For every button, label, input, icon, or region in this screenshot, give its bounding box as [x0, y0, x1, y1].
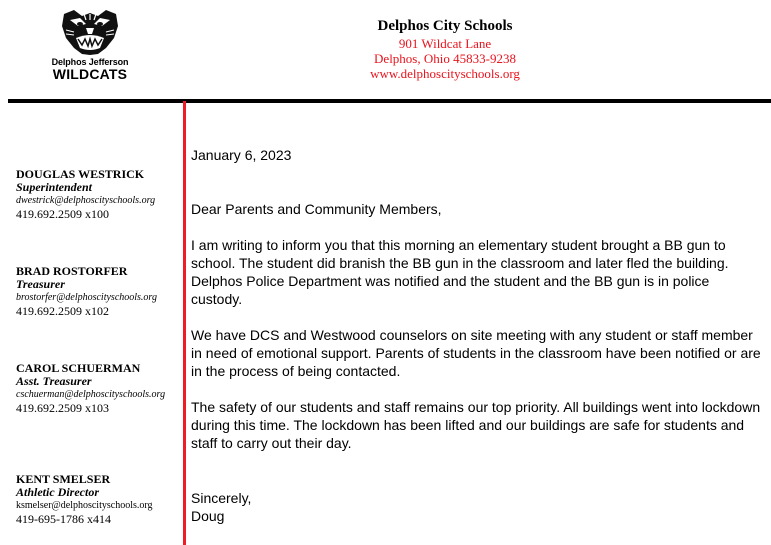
city-state-zip: Delphos, Ohio 45833-9238 — [374, 51, 516, 66]
staff-entry-treasurer — [16, 264, 181, 319]
staff-email[interactable]: ksmelser@delphoscityschools.org — [16, 500, 153, 511]
sidebar-divider — [183, 101, 186, 545]
staff-name: KENT SMELSER — [16, 472, 111, 486]
staff-email[interactable]: cschuerman@delphoscityschools.org — [16, 389, 166, 400]
staff-email[interactable]: brostorfer@delphoscityschools.org — [16, 292, 157, 303]
letterhead — [330, 16, 560, 81]
letter-date: January 6, 2023 — [191, 147, 292, 163]
staff-title: Superintendent — [16, 180, 93, 194]
staff-phone: 419.692.2509 x103 — [16, 401, 109, 415]
staff-title: Athletic Director — [16, 485, 99, 499]
letter-paragraph-3: The safety of our students and staff remains our top priority. All buildings went into lockdown during this time. The lockdown has been lifted and our buildings are safe for students and staff to carry out their day. — [191, 399, 761, 451]
staff-entry-asst-treasurer — [16, 361, 181, 416]
staff-title: Asst. Treasurer — [16, 374, 92, 388]
staff-phone: 419.692.2509 x100 — [16, 207, 109, 221]
letter-signature: Doug — [191, 508, 225, 524]
street-address: 901 Wildcat Lane — [398, 36, 492, 51]
letter-paragraph-2: We have DCS and Westwood counselors on site meeting with any student or staff member in need of emotional support. Parents of students in the classroom have been notified or are in the process of being contacted. — [191, 327, 761, 379]
header-divider — [8, 99, 771, 103]
letter-salutation: Dear Parents and Community Members, — [191, 201, 442, 217]
staff-entry-athletic-director — [16, 472, 181, 527]
logo-mascot-name: WILDCATS — [52, 66, 128, 82]
staff-name: CAROL SCHUERMAN — [16, 361, 141, 375]
school-logo — [40, 8, 140, 82]
staff-entry-superintendent — [16, 167, 181, 222]
logo-school-name: Delphos Jefferson — [51, 57, 129, 67]
staff-phone: 419-695-1786 x414 — [16, 512, 111, 526]
wildcat-mascot-icon — [58, 8, 122, 56]
staff-name: BRAD ROSTORFER — [16, 264, 128, 278]
letter-closing: Sincerely, — [191, 490, 252, 506]
website-link[interactable]: www.delphoscityschools.org — [370, 66, 520, 81]
organization-name: Delphos City Schools — [377, 18, 513, 34]
staff-phone: 419.692.2509 x102 — [16, 304, 109, 318]
letter-paragraph-1: I am writing to inform you that this morning an elementary student brought a BB gun to school. The student did branish the BB gun in the classroom and later fled the building. Delphos Police Department was notified and the student and the BB gun is in police custody. — [191, 237, 729, 307]
staff-name: DOUGLAS WESTRICK — [16, 167, 145, 181]
staff-title: Treasurer — [16, 277, 65, 291]
staff-email[interactable]: dwestrick@delphoscityschools.org — [16, 195, 156, 206]
